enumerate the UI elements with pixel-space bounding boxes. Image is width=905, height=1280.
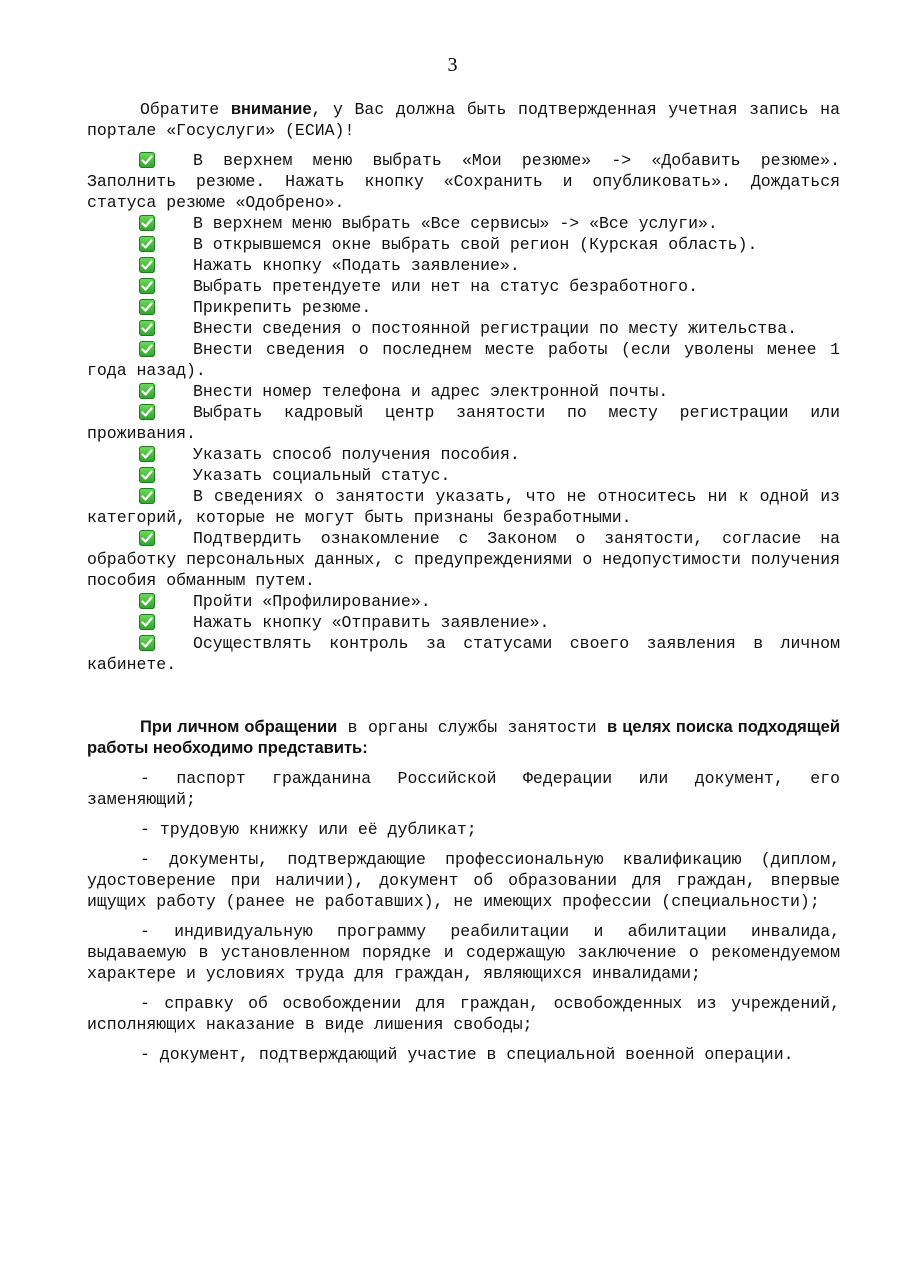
- step-text: Выбрать кадровый центр занятости по месту регистрации или проживания.: [87, 403, 840, 443]
- check-mark-icon: [139, 278, 155, 294]
- list-item: [87, 444, 840, 465]
- step-text: В верхнем меню выбрать «Мои резюме» -> «Добавить резюме». Заполнить резюме. Нажать кнопку «Сохранить и опубликовать». Дождаться статуса резюме «Одобрено».: [87, 151, 840, 212]
- list-item: [87, 339, 840, 381]
- step-text: Осуществлять контроль за статусами своего заявления в личном кабинете.: [87, 634, 840, 674]
- check-mark-icon: [139, 236, 155, 252]
- check-mark-icon: [139, 404, 155, 420]
- intro-bold: внимание: [230, 100, 312, 118]
- intro-pre: Обратите: [140, 100, 231, 119]
- step-text: В открывшемся окне выбрать свой регион (Курская область).: [193, 235, 758, 254]
- step-text: В верхнем меню выбрать «Все сервисы» -> «Все услуги».: [193, 214, 718, 233]
- check-mark-icon: [139, 614, 155, 630]
- step-text: Указать способ получения пособия.: [193, 445, 520, 464]
- step-text: Внести номер телефона и адрес электронной почты.: [193, 382, 669, 401]
- list-item: [87, 528, 840, 591]
- personal-bold-1: При личном обращении: [140, 718, 338, 736]
- step-text: Нажать кнопку «Отправить заявление».: [193, 613, 550, 632]
- step-text: Указать социальный статус.: [193, 466, 451, 485]
- list-item: [87, 234, 840, 255]
- check-mark-icon: [139, 467, 155, 483]
- intro-paragraph: [87, 99, 840, 141]
- check-mark-icon: [139, 383, 155, 399]
- check-mark-icon: [139, 320, 155, 336]
- check-mark-icon: [139, 446, 155, 462]
- section-spacer: [87, 675, 840, 717]
- list-item: [87, 318, 840, 339]
- list-item: [87, 213, 840, 234]
- step-text: Внести сведения о постоянной регистрации по месту жительства.: [193, 319, 797, 338]
- document-item: - паспорт гражданина Российской Федерации или документ, его заменяющий;: [87, 769, 840, 809]
- check-mark-icon: [139, 341, 155, 357]
- step-text: Подтвердить ознакомление с Законом о занятости, согласие на обработку персональных данных, с предупреждениями о недопустимости получения пособия обманным путем.: [87, 529, 840, 590]
- list-item: [87, 297, 840, 318]
- list-item: [87, 633, 840, 675]
- step-text: Прикрепить резюме.: [193, 298, 372, 317]
- check-mark-icon: [139, 635, 155, 651]
- step-text: В сведениях о занятости указать, что не относитесь ни к одной из категорий, которые не могут быть признаны безработными.: [87, 487, 840, 527]
- steps-list: [87, 150, 840, 675]
- step-text: Внести сведения о последнем месте работы (если уволены менее 1 года назад).: [87, 340, 840, 380]
- list-item: [87, 612, 840, 633]
- document-item: - справку об освобождении для граждан, освобожденных из учреждений, исполняющих наказание в виде лишения свободы;: [87, 994, 840, 1034]
- step-text: Выбрать претендуете или нет на статус безработного.: [193, 277, 698, 296]
- check-mark-icon: [139, 488, 155, 504]
- personal-visit-heading: [87, 717, 840, 759]
- check-mark-icon: [139, 257, 155, 273]
- step-text: Пройти «Профилирование».: [193, 592, 431, 611]
- list-item: [87, 402, 840, 444]
- document-item: - трудовую книжку или её дубликат;: [140, 820, 477, 839]
- list-item: [87, 255, 840, 276]
- check-mark-icon: [139, 152, 155, 168]
- list-item: [87, 381, 840, 402]
- list-item: [87, 150, 840, 213]
- check-mark-icon: [139, 299, 155, 315]
- list-item: [87, 591, 840, 612]
- intro-post: , у Вас должна быть подтвержденная учетная запись на портале «Госуслуги» (ЕСИА)!: [87, 100, 840, 140]
- check-mark-icon: [139, 215, 155, 231]
- step-text: Нажать кнопку «Подать заявление».: [193, 256, 520, 275]
- document-item: - индивидуальную программу реабилитации и абилитации инвалида, выдаваемую в установленном порядке и содержащую заключение о рекомендуемом характере и условиях труда для граждан, являющихся инвалидами;: [87, 922, 840, 983]
- check-mark-icon: [139, 530, 155, 546]
- page-number: 3: [447, 54, 458, 76]
- personal-bold-2: в целях поиска подходящей работы необходимо представить:: [87, 718, 840, 757]
- list-item: [87, 465, 840, 486]
- document-body: [87, 99, 840, 1074]
- check-mark-icon: [139, 593, 155, 609]
- personal-mid: в органы службы занятости: [337, 718, 608, 737]
- list-item: [87, 486, 840, 528]
- document-item: - документ, подтверждающий участие в специальной военной операции.: [140, 1045, 794, 1064]
- document-item: - документы, подтверждающие профессиональную квалификацию (диплом, удостоверение при наличии), документ об образовании для граждан, впервые ищущих работу (ранее не работавших), не имеющих профессии (специальности);: [87, 850, 840, 911]
- list-item: [87, 276, 840, 297]
